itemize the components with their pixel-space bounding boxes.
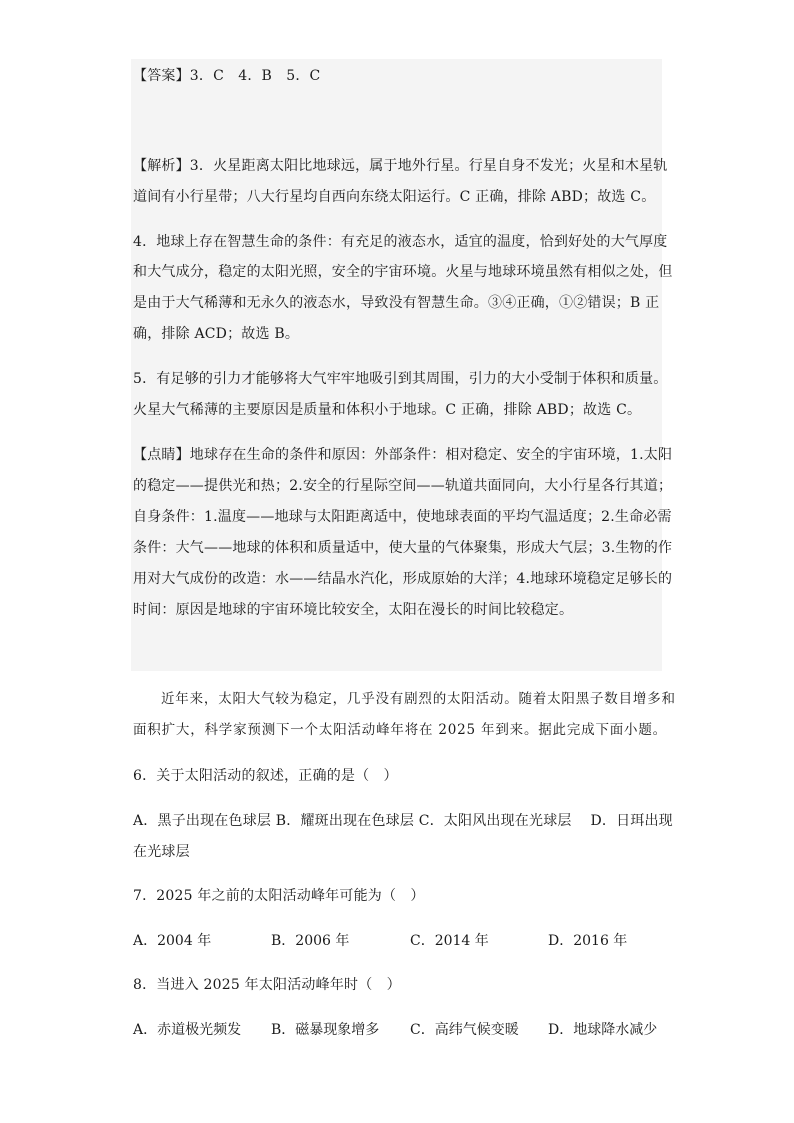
question-7-stem: 7．2025 年之前的太阳活动峰年可能为（ ） xyxy=(133,888,425,904)
passage-line-2: 面积扩大，科学家预测下一个太阳活动峰年将在 2025 年到来。据此完成下面小题。 xyxy=(133,722,667,738)
q4-explanation-line-2: 和大气成分，稳定的太阳光照，安全的宇宙环境。火星与地球环境虽然有相似之处，但 xyxy=(133,264,673,280)
q4-explanation-line-4: 确，排除 ACD；故选 B。 xyxy=(133,326,300,342)
question-6-stem: 6．关于太阳活动的叙述，正确的是（ ） xyxy=(133,768,398,784)
question-8-option-a: A．赤道极光频发 xyxy=(133,1022,242,1038)
tips-line-1: 【点睛】地球存在生命的条件和原因：外部条件：相对稳定、安全的宇宙环境，1.太阳 xyxy=(133,447,673,463)
analysis-line-1: 【解析】3．火星距离太阳比地球远，属于地外行星。行星自身不发光；火星和木星轨 xyxy=(133,158,668,174)
question-8-option-d: D．地球降水减少 xyxy=(548,1022,658,1038)
q4-explanation-line-1: 4．地球上存在智慧生命的条件：有充足的液态水，适宜的温度，恰到好处的大气厚度 xyxy=(133,234,668,250)
tips-line-4: 条件：大气——地球的体积和质量适中，使大量的气体聚集，形成大气层；3.生物的作 xyxy=(133,540,673,556)
q5-explanation-line-2: 火星大气稀薄的主要原因是质量和体积小于地球。C 正确，排除 ABD；故选 C。 xyxy=(133,402,642,418)
question-8-option-b: B．磁暴现象增多 xyxy=(271,1022,380,1038)
question-7-option-d: D．2016 年 xyxy=(548,933,628,949)
question-8-stem: 8．当进入 2025 年太阳活动峰年时（ ） xyxy=(133,977,401,993)
q4-explanation-line-3: 是由于大气稀薄和无永久的液态水，导致没有智慧生命。③④正确，①②错误；B 正 xyxy=(133,295,660,311)
passage-line-1: 近年来，太阳大气较为稳定，几乎没有剧烈的太阳活动。随着太阳黑子数目增多和 xyxy=(161,691,676,707)
question-7-option-c: C．2014 年 xyxy=(410,933,489,949)
analysis-line-2: 道间有小行星带；八大行星均自西向东绕太阳运行。C 正确，排除 ABD；故选 C。 xyxy=(133,189,656,205)
question-7-option-b: B．2006 年 xyxy=(271,933,350,949)
question-6-options-line-2: 在光球层 xyxy=(133,844,190,860)
q5-explanation-line-1: 5．有足够的引力才能够将大气牢牢地吸引到其周围，引力的大小受制于体积和质量。 xyxy=(133,371,668,387)
tips-line-5: 用对大气成份的改造：水——结晶水汽化，形成原始的大洋；4.地球环境稳定足够长的 xyxy=(133,571,673,587)
question-8-option-c: C．高纬气候变暖 xyxy=(410,1022,519,1038)
tips-line-3: 自身条件：1.温度——地球与太阳距离适中，使地球表面的平均气温适度；2.生命必需 xyxy=(133,509,672,525)
tips-line-2: 的稳定——提供光和热；2.安全的行星际空间——轨道共面同向，大小行星各行其道； xyxy=(133,478,673,494)
question-7-option-a: A．2004 年 xyxy=(133,933,212,949)
question-6-options-line-1: A．黑子出现在色球层 B．耀斑出现在色球层 C．太阳风出现在光球层 D．日珥出现 xyxy=(133,813,673,829)
tips-line-6: 时间：原因是地球的宇宙环境比较安全，太阳在漫长的时间比较稳定。 xyxy=(133,602,574,618)
answer-line: 【答案】3．C 4．B 5．C xyxy=(133,68,321,84)
